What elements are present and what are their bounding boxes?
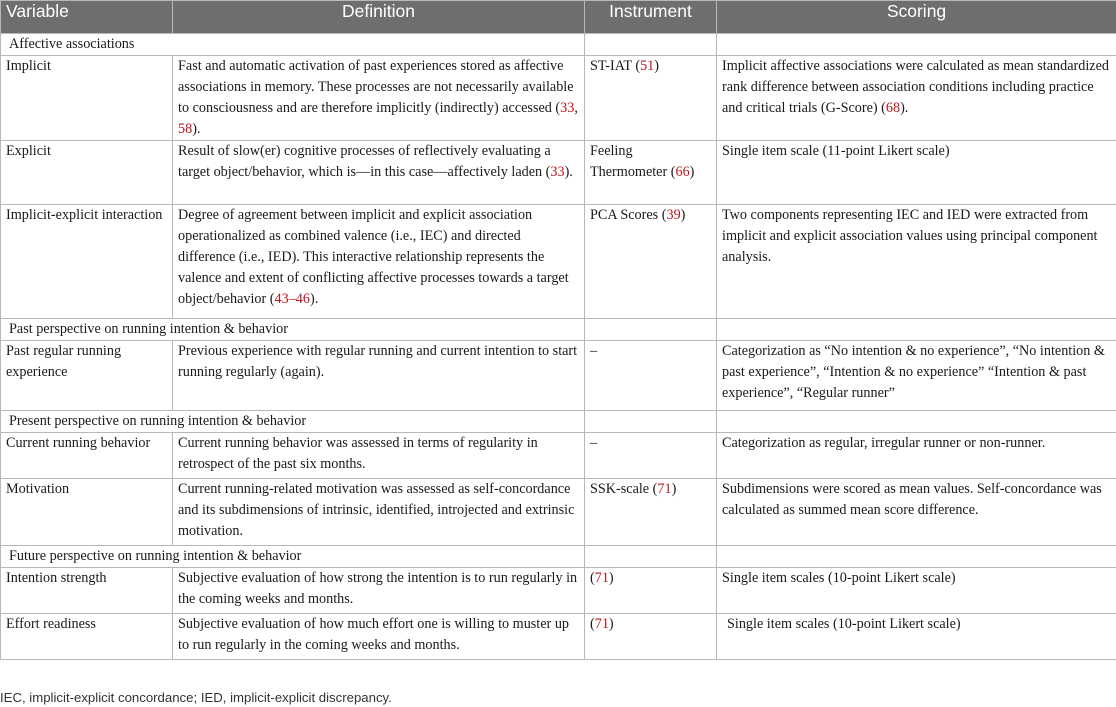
empty-cell: [717, 411, 1116, 433]
definition-interaction: [173, 205, 585, 319]
definition-motivation: Current running-related motivation was assessed as self-concordance and its subdimensions of intrinsic, identified, introjected and extrinsic motivation.: [173, 479, 585, 546]
closing-text: ).: [309, 291, 319, 307]
header-row: [1, 1, 1116, 34]
instrument-text: SSK-scale (: [590, 481, 658, 497]
instrument-explicit: [585, 141, 717, 205]
scoring-intention-strength: Single item scales (10-point Likert scale): [717, 568, 1116, 614]
section-row-past: [1, 319, 1116, 341]
instrument-text: (: [590, 616, 595, 632]
scoring-motivation: Subdimensions were scored as mean values. Self-concordance was calculated as summed mean score difference.: [717, 479, 1116, 546]
closing-text: ).: [192, 121, 201, 137]
section-label-future: Future perspective on running intention & behavior: [1, 546, 585, 568]
scoring-interaction: Two components representing IEC and IED were extracted from implicit and explicit association values using principal component analysis.: [717, 205, 1116, 319]
instrument-motivation: [585, 479, 717, 546]
section-label-past: Past perspective on running intention & behavior: [1, 319, 585, 341]
reference-link[interactable]: 68: [885, 100, 901, 116]
definition-current-running: Current running behavior was assessed in terms of regularity in retrospect of the past six months.: [173, 433, 585, 479]
closing-text: ): [671, 481, 677, 497]
header-scoring: Scoring: [717, 1, 1116, 34]
scoring-implicit: [717, 56, 1116, 141]
reference-link[interactable]: 33: [550, 164, 565, 180]
header-instrument: Instrument: [585, 1, 717, 34]
closing-text: ).: [564, 164, 573, 180]
section-row-affective: [1, 34, 1116, 56]
empty-cell: [585, 411, 717, 433]
instrument-intention-strength: [585, 568, 717, 614]
section-row-present: [1, 411, 1116, 433]
empty-cell: [717, 34, 1116, 56]
reference-link[interactable]: 39: [666, 207, 681, 223]
instrument-text: Feeling Thermometer (: [590, 143, 676, 180]
empty-cell: [717, 319, 1116, 341]
variable-current-running: Current running behavior: [1, 433, 173, 479]
variable-effort-readiness: Effort readiness: [1, 614, 173, 660]
instrument-current-running: –: [585, 433, 717, 479]
instrument-implicit: [585, 56, 717, 141]
instrument-text: ST-IAT (: [590, 58, 641, 74]
table-row-current-running: [1, 433, 1116, 479]
instrument-text: (: [590, 570, 595, 586]
definition-effort-readiness: Subjective evaluation of how much effort one is willing to muster up to run regularly in the coming weeks and months.: [173, 614, 585, 660]
instrument-text: PCA Scores (: [590, 207, 667, 223]
scoring-text: Implicit affective associations were calculated as mean standardized rank difference between association conditions including practice and critical trials (G-Score) (: [722, 58, 1109, 116]
reference-link[interactable]: 66: [675, 164, 690, 180]
table-row-past-running: [1, 341, 1116, 411]
reference-link[interactable]: 43–46: [274, 291, 310, 307]
reference-link[interactable]: 71: [657, 481, 672, 497]
table-row-intention-strength: [1, 568, 1116, 614]
reference-link[interactable]: 33: [560, 100, 575, 116]
reference-link[interactable]: 58: [178, 121, 193, 137]
definition-text: Fast and automatic activation of past experiences stored as affective associations in memory. These processes are not necessarily available to consciousness and are therefore implicitly (indirectly) accessed (: [178, 58, 574, 116]
scoring-explicit: Single item scale (11-point Likert scale): [717, 141, 1116, 205]
scoring-current-running: Categorization as regular, irregular runner or non-runner.: [717, 433, 1116, 479]
table-row-explicit: [1, 141, 1116, 205]
table-row-implicit: [1, 56, 1116, 141]
closing-text: ): [689, 164, 695, 180]
closing-text: ).: [900, 100, 909, 116]
empty-cell: [585, 319, 717, 341]
section-row-future: [1, 546, 1116, 568]
reference-link[interactable]: 71: [594, 616, 609, 632]
header-definition: Definition: [173, 1, 585, 34]
variable-past-running: Past regular running experience: [1, 341, 173, 411]
closing-text: ): [608, 570, 614, 586]
definition-past-running: Previous experience with regular running and current intention to start running regularly (again).: [173, 341, 585, 411]
separator-text: ,: [574, 100, 578, 116]
section-label-present: Present perspective on running intention & behavior: [1, 411, 585, 433]
variable-motivation: Motivation: [1, 479, 173, 546]
empty-cell: [717, 546, 1116, 568]
instrument-interaction: [585, 205, 717, 319]
empty-cell: [585, 546, 717, 568]
header-variable: Variable: [1, 1, 173, 34]
table-row-interaction: [1, 205, 1116, 319]
definition-implicit: [173, 56, 585, 141]
closing-text: ): [654, 58, 659, 74]
closing-text: ): [680, 207, 686, 223]
variable-implicit: Implicit: [1, 56, 173, 141]
closing-text: ): [608, 616, 614, 632]
definition-text: Degree of agreement between implicit and explicit association operationalized as combined valence (i.e., IEC) and directed difference (i.e., IED). This interactive relationship represents the valence and extent of conflicting affective processes towards a target object/behavior (: [178, 207, 569, 307]
instrument-effort-readiness: [585, 614, 717, 660]
table-row-effort-readiness: [1, 614, 1116, 660]
variable-interaction: Implicit-explicit interaction: [1, 205, 173, 319]
variable-intention-strength: Intention strength: [1, 568, 173, 614]
instrument-past-running: –: [585, 341, 717, 411]
reference-link[interactable]: 71: [594, 570, 609, 586]
definition-explicit: [173, 141, 585, 205]
reference-link[interactable]: 51: [640, 58, 655, 74]
table-footnote: IEC, implicit-explicit concordance; IED, implicit-explicit discrepancy.: [0, 690, 392, 705]
definition-intention-strength: Subjective evaluation of how strong the intention is to run regularly in the coming weeks and months.: [173, 568, 585, 614]
scoring-effort-readiness: Single item scales (10-point Likert scale): [717, 614, 1116, 660]
variable-explicit: Explicit: [1, 141, 173, 205]
section-label-affective: Affective associations: [1, 34, 585, 56]
table-row-motivation: [1, 479, 1116, 546]
empty-cell: [585, 34, 717, 56]
scoring-past-running: Categorization as “No intention & no experience”, “No intention & past experience”, “Intention & no experience” “Intention & past experience”, “Regular runner”: [717, 341, 1116, 411]
definition-text: Result of slow(er) cognitive processes of reflectively evaluating a target object/behavior, which is—in this case—affectively laden (: [178, 143, 551, 180]
